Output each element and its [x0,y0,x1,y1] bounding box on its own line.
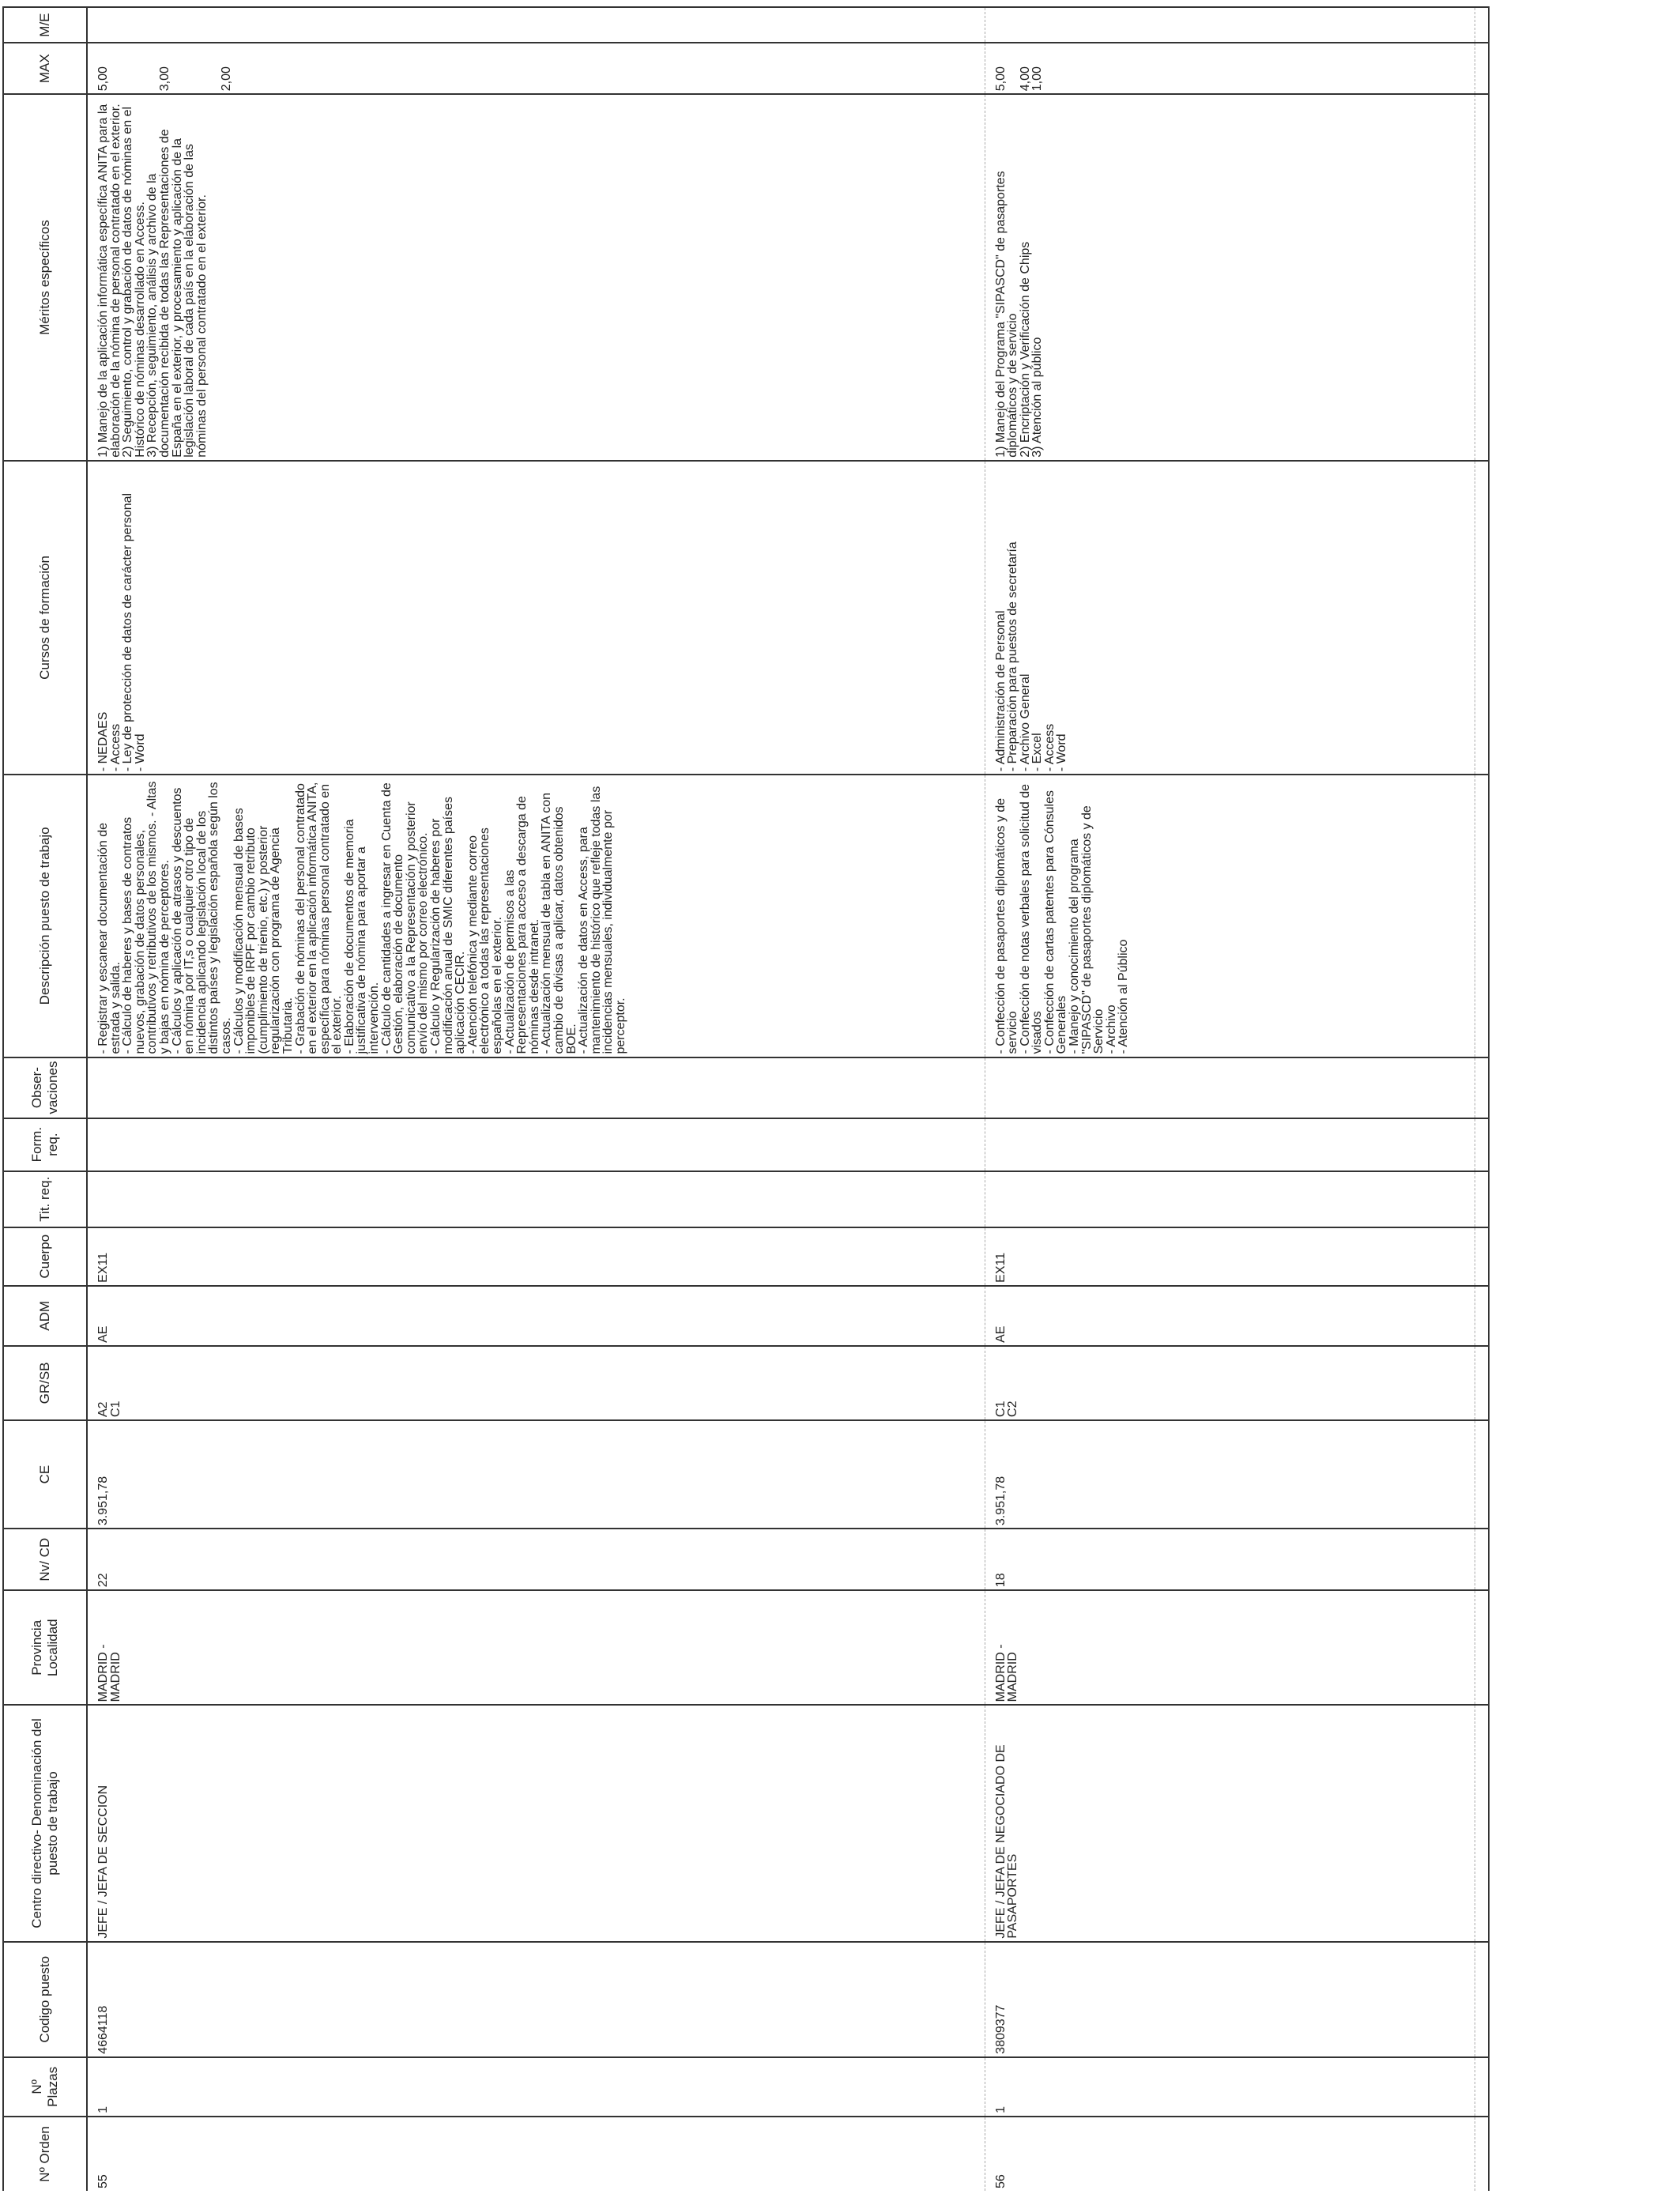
cell-plazas: 1 [87,2057,985,2117]
header-provincia: Provincia Localidad [3,1590,87,1705]
header-me: M/E [3,7,87,43]
header-orden: Nº Orden [3,2117,87,2191]
cell-grupo: C1 C2 [985,1346,1475,1420]
header-formacion: Form. req. [3,1118,87,1171]
cell-me [87,7,985,43]
cell-ce: 3.951,78 [87,1420,985,1529]
cell-empty [1475,1286,1489,1346]
cell-codigo: 3809377 [985,1942,1475,2057]
table-row-empty [1475,7,1489,2191]
cell-cuerpo: EX11 [87,1227,985,1286]
cell-orden: 55 [87,2117,985,2191]
header-meritos: Méritos específicos [3,94,87,461]
cell-empty [1475,1171,1489,1227]
cell-adm: AE [87,1286,985,1346]
cell-centro: JEFE / JEFA DE SECCION [87,1705,985,1941]
header-centro: Centro directivo- Denominación del puesto de trabajo [3,1705,87,1941]
cell-cuerpo: EX11 [985,1227,1475,1286]
cell-orden: 56 [985,2117,1475,2191]
header-cursos: Cursos de formación [3,461,87,775]
cell-descripcion: - Confección de pasaportes diplomáticos y de servicio - Confección de notas verbales para solicitud de visados - Confección de cartas patentes para Cónsules Generales - Manejo y conocimiento del programa "SIPASCD" de pasaportes diplomáticos y de Servicio - Archivo - Atención al Público [985,775,1475,1057]
cell-titulacion [985,1171,1475,1227]
header-grupo: GR/SB [3,1346,87,1420]
cell-max: 5,00 4,00 1,00 [985,43,1475,94]
header-row [3,7,87,2191]
cell-adm: AE [985,1286,1475,1346]
cell-provincia: MADRID - MADRID [985,1590,1475,1705]
cell-plazas: 1 [985,2057,1475,2117]
cell-me [985,7,1475,43]
cell-nivel: 22 [87,1529,985,1590]
cell-empty [1475,2057,1489,2117]
cell-nivel: 18 [985,1529,1475,1590]
cell-observaciones [87,1057,985,1118]
cell-empty [1475,461,1489,775]
cell-cursos: - Administración de Personal - Preparación para puestos de secretaría - Archivo General - Excel - Access - Word [985,461,1475,775]
header-cuerpo: Cuerpo [3,1227,87,1286]
cell-descripcion: - Registrar y escanear documentación de estrada y salida. - Cálculo de haberes y bases de contratos nuevos, grabación de datos personales, contributivos y retributivos de los mismos. - Altas y bajas en nómina de perceptores. - Cálculos y aplicación de atrasos y descuentos en nómina por IT,s o cualquier otro tipo de incidencia aplicando legislación local de los distintos países y legislación española según los casos. - Cálculos y modificación mensual de bases imponibles de IRPF por cambio retributo (cumplimiento de trienio, etc.) y posterior regularización con programa de Agencia Tributaria. - Grabación de nóminas del personal contratado en el exterior en la aplicación informática ANITA, específica para nóminas personal contratado en el exterior. - Elaboración de documentos de memoria justificativa de nómina para aportar a intervención. - Cálculo de cantidades a ingresar en Cuenta de Gestión, elaboración de documento comunicativo a la Representación y posterior envío del mismo por correo electrónico. - Cálculo y Regularización de haberes por modificación anual de SMIC diferentes países aplicación CECIR. - Atención telefónica y mediante correo electrónico a todas las representaciones españolas en el exterior. - Actualización de permisos a las Representaciones para acceso a descarga de nóminas desde intranet. - Actualización mensual de tabla en ANITA con cambio de divisas a aplicar, datos obtenidos BOE. - Actualización de datos en Access, para mantenimiento de histórico que refleje todas las incidencias mensuales, individualmente por perceptor. [87,775,985,1057]
cell-empty [1475,2117,1489,2191]
cell-empty [1475,1346,1489,1420]
cell-centro: JEFE / JEFA DE NEGOCIADO DE PASAPORTES [985,1705,1475,1941]
header-nivel: Nv/ CD [3,1529,87,1590]
cell-max: 5,00 3,00 2,00 [87,43,985,94]
cell-formacion [87,1118,985,1171]
rotated-table-container [2,6,1488,2191]
table-row [985,7,1475,2191]
cell-ce: 3.951,78 [985,1420,1475,1529]
cell-meritos: 1) Manejo de la aplicación informática específica ANITA para la elaboración de la nómina de personal contratado en el exterior. 2) Seguimiento, control y grabación de datos de nóminas en el Histórico de nóminas desarrollado en Access. 3) Recepción, seguimiento, análisis y archivo de la documentación recibida de todas las Representaciones de España en el exterior, y procesamiento y aplicación de la legislación laboral de cada país en la elaboración de las nóminas del personal contratado en el exterior. [87,94,985,461]
table-row [87,7,985,2191]
cell-empty [1475,1420,1489,1529]
job-positions-table [2,6,1490,2191]
cell-grupo: A2 C1 [87,1346,985,1420]
cell-empty [1475,1590,1489,1705]
header-descripcion: Descripción puesto de trabajo [3,775,87,1057]
header-ce: CE [3,1420,87,1529]
cell-cursos: - NEDAES - Access - Ley de protección de datos de carácter personal - Word [87,461,985,775]
cell-meritos: 1) Manejo del Programa "SIPASCD" de pasaportes diplomáticos y de servicio 2) Encriptación y Verificación de Chips 3) Atención al público [985,94,1475,461]
cell-empty [1475,94,1489,461]
cell-empty [1475,1705,1489,1941]
cell-provincia: MADRID - MADRID [87,1590,985,1705]
cell-empty [1475,1057,1489,1118]
cell-empty [1475,1118,1489,1171]
header-plazas: Nº Plazas [3,2057,87,2117]
cell-empty [1475,1227,1489,1286]
header-adm: ADM [3,1286,87,1346]
cell-titulacion [87,1171,985,1227]
cell-empty [1475,43,1489,94]
header-codigo: Codigo puesto [3,1942,87,2057]
cell-empty [1475,775,1489,1057]
header-observaciones: Obser- vaciones [3,1057,87,1118]
cell-empty [1475,1942,1489,2057]
cell-codigo: 4664118 [87,1942,985,2057]
header-max: MAX [3,43,87,94]
header-titulacion: Tit. req. [3,1171,87,1227]
cell-formacion [985,1118,1475,1171]
cell-observaciones [985,1057,1475,1118]
cell-empty [1475,1529,1489,1590]
cell-empty [1475,7,1489,43]
